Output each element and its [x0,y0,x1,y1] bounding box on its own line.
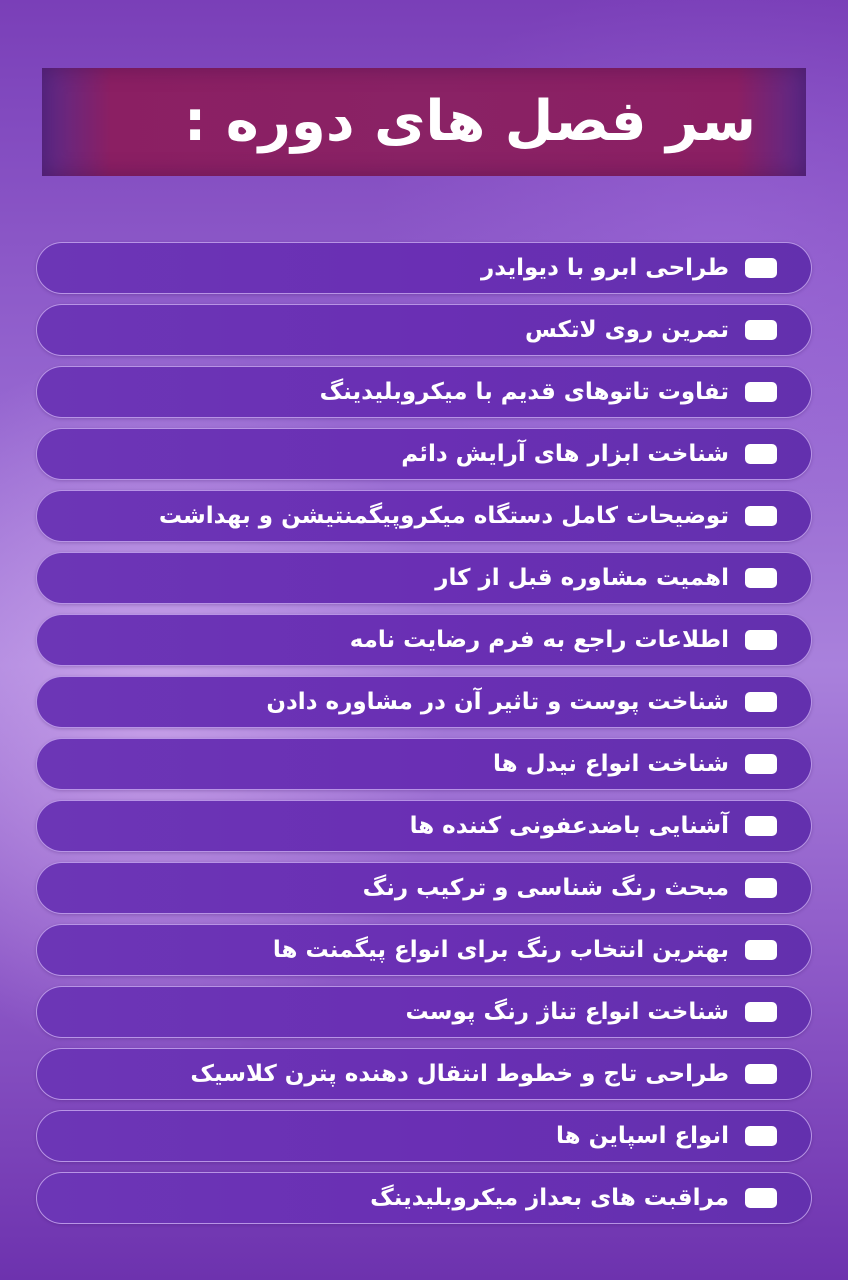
list-item [36,986,812,1038]
item-label: شناخت ابزار های آرایش دائم [401,440,729,467]
checkbox-icon [745,1188,777,1208]
checkbox-icon [745,568,777,588]
checkbox-icon [745,754,777,774]
list-item [36,304,812,356]
list-item [36,242,812,294]
list-item [36,1172,812,1224]
list-item [36,862,812,914]
list-item [36,738,812,790]
list-item [36,924,812,976]
item-label: شناخت انواع نیدل ها [493,750,729,777]
title-banner [42,68,806,176]
checkbox-icon [745,258,777,278]
checkbox-icon [745,444,777,464]
list-item [36,490,812,542]
item-label: توضیحات کامل دستگاه میکروپیگمنتیشن و بهداشت [158,502,729,529]
page-title: سر فصل های دوره : [183,89,756,154]
item-label: بهترین انتخاب رنگ برای انواع پیگمنت ها [272,936,729,963]
list-item [36,614,812,666]
checkbox-icon [745,816,777,836]
checkbox-icon [745,630,777,650]
item-label: تمرین روی لاتکس [525,316,729,343]
item-label: مراقبت های بعداز میکروبلیدینگ [370,1184,729,1211]
list-item [36,552,812,604]
item-label: آشنایی باضدعفونی کننده ها [409,812,729,839]
checkbox-icon [745,878,777,898]
item-label: مبحث رنگ شناسی و ترکیب رنگ [362,874,729,901]
checkbox-icon [745,382,777,402]
item-label: اطلاعات راجع به فرم رضایت نامه [349,626,729,653]
item-label: طراحی ابرو با دیوایدر [480,254,729,281]
item-label: شناخت پوست و تاثیر آن در مشاوره دادن [266,688,729,715]
list-item [36,1048,812,1100]
list-item [36,1110,812,1162]
item-label: طراحی تاج و خطوط انتقال دهنده پترن کلاسیک [190,1060,729,1087]
checkbox-icon [745,506,777,526]
list-item [36,676,812,728]
item-label: تفاوت تاتوهای قدیم با میکروبلیدینگ [319,378,729,405]
list-item [36,366,812,418]
list-item [36,800,812,852]
list-item [36,428,812,480]
course-topics-list [36,242,812,1234]
checkbox-icon [745,1002,777,1022]
checkbox-icon [745,692,777,712]
checkbox-icon [745,320,777,340]
checkbox-icon [745,1064,777,1084]
checkbox-icon [745,940,777,960]
checkbox-icon [745,1126,777,1146]
item-label: انواع اسپاین ها [556,1122,729,1149]
item-label: اهمیت مشاوره قبل از کار [435,564,729,591]
item-label: شناخت انواع تناژ رنگ پوست [405,998,729,1025]
